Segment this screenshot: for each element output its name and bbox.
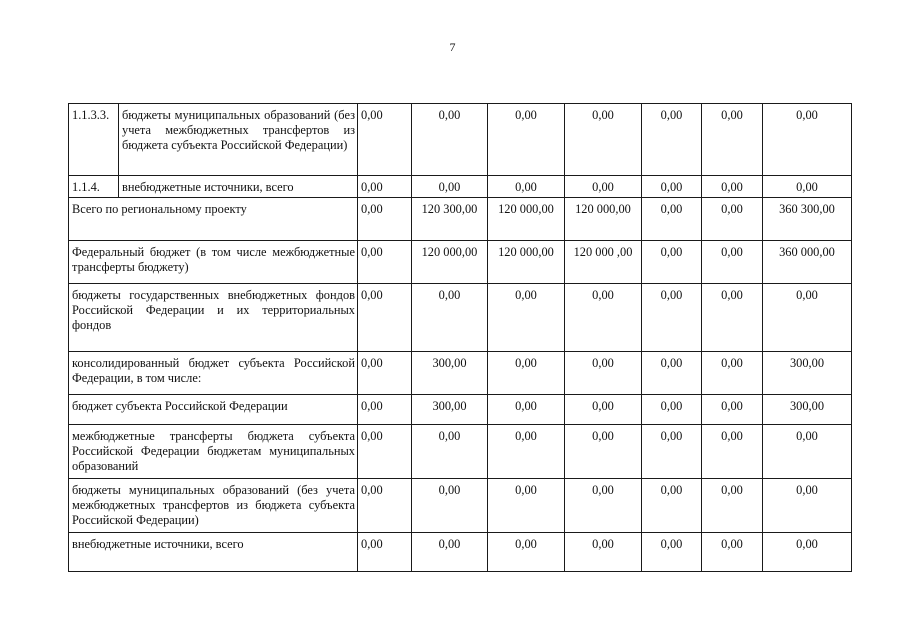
value-cell: 0,00	[763, 104, 852, 176]
value-cell: 0,00	[412, 104, 488, 176]
table-row	[69, 104, 852, 176]
row-label: бюджеты муниципальных образований (без учета межбюджетных трансфертов из бюджета субъекта Российской Федерации)	[119, 104, 358, 176]
value-cell: 0,00	[642, 425, 702, 479]
value-cell: 0,00	[358, 425, 412, 479]
value-cell: 300,00	[412, 352, 488, 395]
budget-table	[68, 103, 852, 572]
value-cell: 0,00	[488, 352, 565, 395]
value-cell: 0,00	[702, 284, 763, 352]
value-cell: 360 300,00	[763, 198, 852, 241]
value-cell: 0,00	[358, 479, 412, 533]
value-cell: 0,00	[702, 425, 763, 479]
value-cell: 0,00	[702, 176, 763, 198]
value-cell: 0,00	[488, 104, 565, 176]
value-cell: 0,00	[358, 241, 412, 284]
value-cell: 0,00	[642, 241, 702, 284]
value-cell: 0,00	[642, 104, 702, 176]
value-cell: 0,00	[642, 284, 702, 352]
value-cell: 0,00	[763, 284, 852, 352]
row-code: 1.1.4.	[69, 176, 119, 198]
row-label: Федеральный бюджет (в том числе межбюджетные трансферты бюджету)	[69, 241, 358, 284]
value-cell: 0,00	[565, 425, 642, 479]
value-cell: 0,00	[702, 198, 763, 241]
value-cell: 300,00	[763, 352, 852, 395]
value-cell: 0,00	[358, 395, 412, 425]
value-cell: 120 000,00	[488, 241, 565, 284]
row-label: внебюджетные источники, всего	[119, 176, 358, 198]
value-cell: 0,00	[412, 176, 488, 198]
row-label: бюджеты муниципальных образований (без учета межбюджетных трансфертов из бюджета субъекта Российской Федерации)	[69, 479, 358, 533]
value-cell: 0,00	[702, 395, 763, 425]
value-cell: 0,00	[763, 425, 852, 479]
value-cell: 0,00	[488, 479, 565, 533]
value-cell: 0,00	[488, 284, 565, 352]
value-cell: 120 300,00	[412, 198, 488, 241]
value-cell: 0,00	[488, 395, 565, 425]
value-cell: 0,00	[763, 176, 852, 198]
value-cell: 0,00	[642, 198, 702, 241]
row-label: бюджеты государственных внебюджетных фондов Российской Федерации и их территориальных фондов	[69, 284, 358, 352]
value-cell: 0,00	[358, 533, 412, 572]
table-row	[69, 395, 852, 425]
value-cell: 0,00	[565, 352, 642, 395]
table-row	[69, 241, 852, 284]
value-cell: 0,00	[642, 395, 702, 425]
table-row	[69, 533, 852, 572]
value-cell: 0,00	[488, 533, 565, 572]
value-cell: 0,00	[358, 176, 412, 198]
row-label: Всего по региональному проекту	[69, 198, 358, 241]
table-row	[69, 198, 852, 241]
row-label: внебюджетные источники, всего	[69, 533, 358, 572]
value-cell: 0,00	[642, 176, 702, 198]
value-cell: 0,00	[358, 198, 412, 241]
value-cell: 0,00	[565, 533, 642, 572]
value-cell: 120 000 ,00	[565, 241, 642, 284]
page-number: 7	[449, 40, 456, 54]
value-cell: 0,00	[565, 395, 642, 425]
value-cell: 0,00	[702, 241, 763, 284]
value-cell: 0,00	[763, 479, 852, 533]
value-cell: 0,00	[642, 479, 702, 533]
row-label: межбюджетные трансферты бюджета субъекта Российской Федерации бюджетам муниципальных образований	[69, 425, 358, 479]
value-cell: 0,00	[702, 352, 763, 395]
value-cell: 0,00	[702, 479, 763, 533]
value-cell: 120 000,00	[412, 241, 488, 284]
row-label: бюджет субъекта Российской Федерации	[69, 395, 358, 425]
value-cell: 0,00	[702, 104, 763, 176]
value-cell: 0,00	[412, 425, 488, 479]
value-cell: 0,00	[702, 533, 763, 572]
table-row	[69, 479, 852, 533]
value-cell: 0,00	[642, 533, 702, 572]
value-cell: 0,00	[358, 352, 412, 395]
value-cell: 360 000,00	[763, 241, 852, 284]
value-cell: 0,00	[412, 284, 488, 352]
value-cell: 120 000,00	[565, 198, 642, 241]
value-cell: 0,00	[565, 479, 642, 533]
row-label: консолидированный бюджет субъекта Российской Федерации, в том числе:	[69, 352, 358, 395]
value-cell: 0,00	[358, 284, 412, 352]
row-code: 1.1.3.3.	[69, 104, 119, 176]
value-cell: 0,00	[565, 284, 642, 352]
value-cell: 0,00	[488, 176, 565, 198]
table-row	[69, 176, 852, 198]
value-cell: 0,00	[642, 352, 702, 395]
value-cell: 0,00	[565, 176, 642, 198]
value-cell: 300,00	[763, 395, 852, 425]
table-row	[69, 352, 852, 395]
value-cell: 0,00	[565, 104, 642, 176]
value-cell: 0,00	[412, 533, 488, 572]
value-cell: 120 000,00	[488, 198, 565, 241]
value-cell: 0,00	[488, 425, 565, 479]
table-row	[69, 425, 852, 479]
value-cell: 0,00	[763, 533, 852, 572]
table-row	[69, 284, 852, 352]
value-cell: 0,00	[412, 479, 488, 533]
value-cell: 300,00	[412, 395, 488, 425]
value-cell: 0,00	[358, 104, 412, 176]
